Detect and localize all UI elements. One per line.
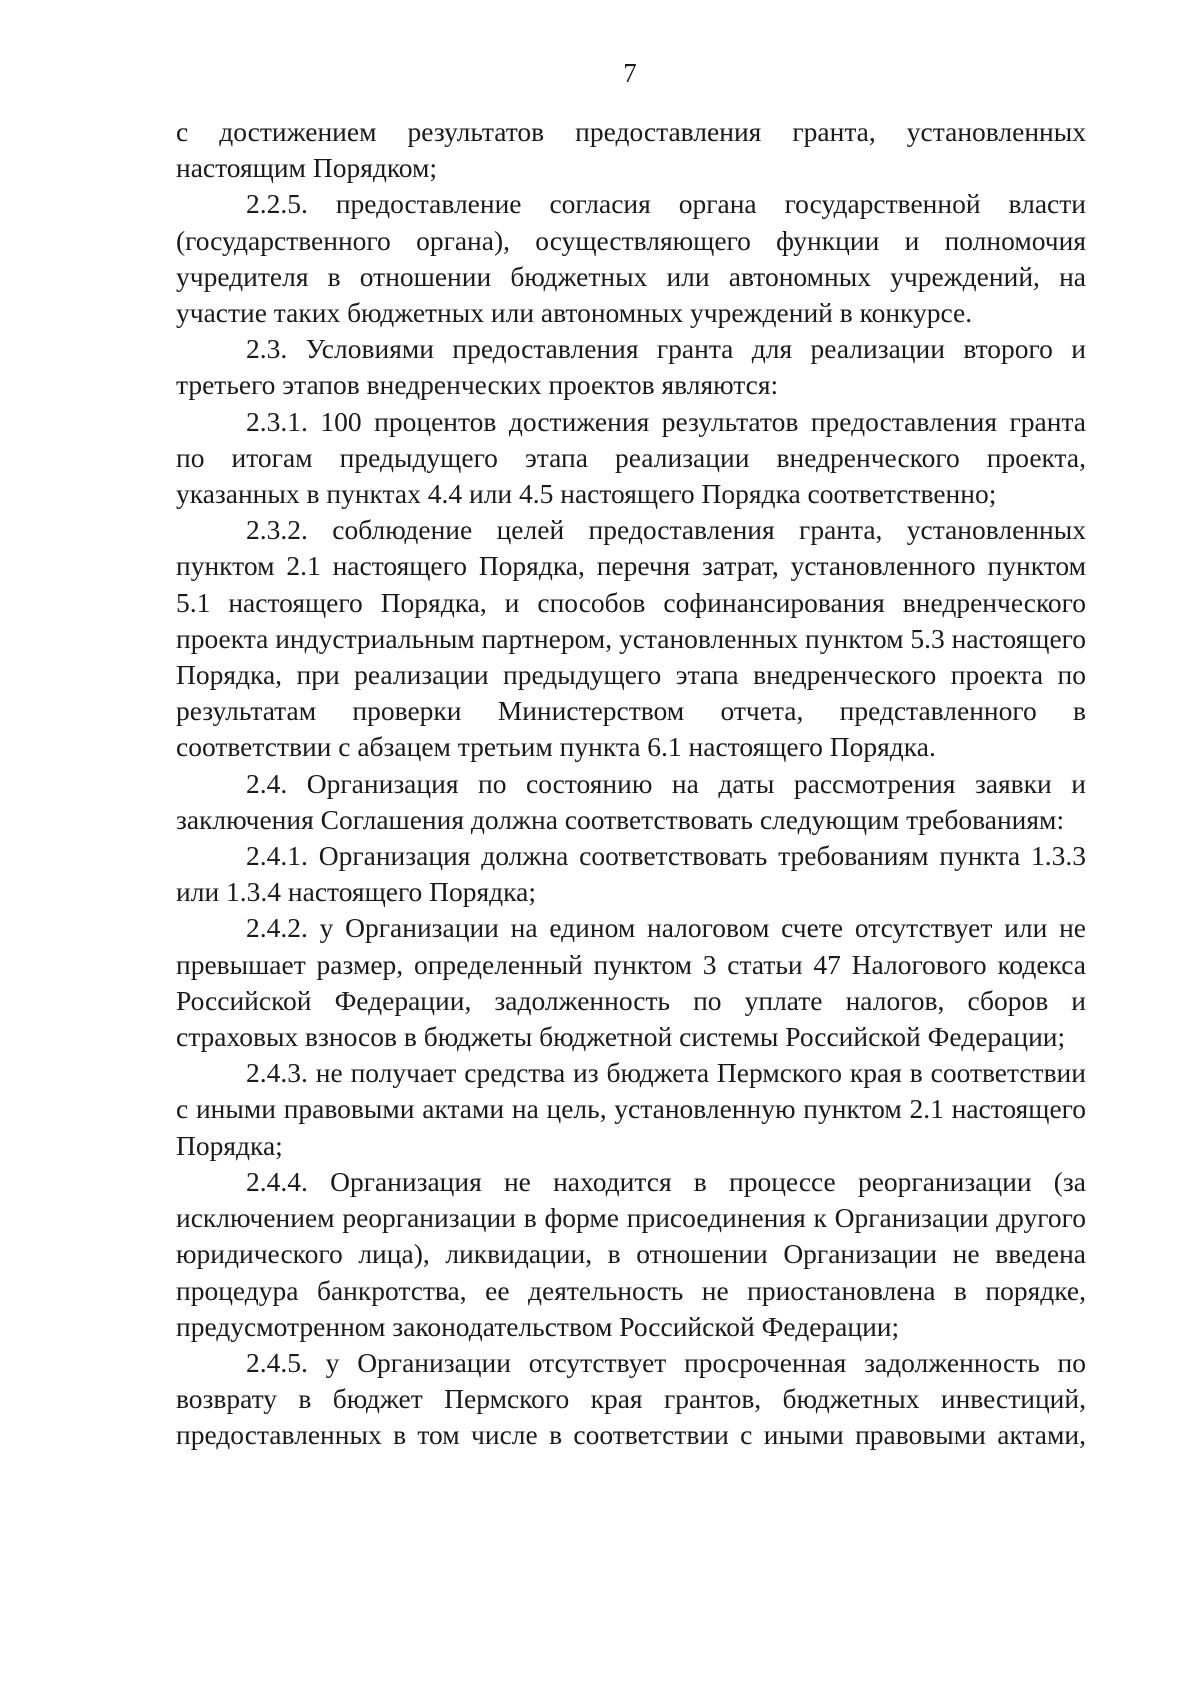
- paragraph-2-4-4: 2.4.4. Организация не находится в процессе реорганизации (за исключением реорганизации в форме присоединения к Организации другого юридического лица), ликвидации, в отношении Организации не введена процедура банкротства, ее деятельность не приостановлена в порядке, предусмотренном законодательством Российской Федерации;: [176, 1165, 1086, 1342]
- page-number: 7: [623, 58, 637, 88]
- paragraph-2-4-5: 2.4.5. у Организации отсутствует просроченная задолженность по возврату в бюджет Пермского края грантов, бюджетных инвестиций, предоставленных в том числе в соответствии с иными правовыми актами,: [176, 1346, 1086, 1451]
- paragraph-2-4-1: 2.4.1. Организация должна соответствовать требованиям пункта 1.3.3 или 1.3.4 настоящего Порядка;: [176, 840, 1086, 908]
- paragraph-continuation: с достижением результатов предоставления гранта, установленных настоящим Порядком;: [176, 116, 1086, 184]
- paragraph-2-3-1: 2.3.1. 100 процентов достижения результатов предоставления гранта по итогам предыдущего этапа реализации внедренческого проекта, указанных в пунктах 4.4 или 4.5 настоящего Порядка соответственно;: [176, 405, 1086, 510]
- paragraph-2-4-2: 2.4.2. у Организации на едином налоговом счете отсутствует или не превышает размер, определенный пунктом 3 статьи 47 Налогового кодекса Российской Федерации, задолженность по уплате налогов, сборов и страховых взносов в бюджеты бюджетной системы Российской Федерации;: [176, 912, 1086, 1053]
- document-body: [176, 114, 1086, 1454]
- paragraph-2-2-5: 2.2.5. предоставление согласия органа государственной власти (государственного органа), осуществляющего функции и полномочия учредителя в отношении бюджетных или автономных учреждений, на участие таких бюджетных или автономных учреждений в конкурсе.: [176, 188, 1086, 329]
- paragraph-2-3-2: 2.3.2. соблюдение целей предоставления гранта, установленных пунктом 2.1 настоящего Порядка, перечня затрат, установленного пунктом 5.1 настоящего Порядка, и способов софинансирования внедренческого проекта индустриальным партнером, установленных пунктом 5.3 настоящего Порядка, при реализации предыдущего этапа внедренческого проекта по результатам проверки Министерством отчета, представленного в соответствии с абзацем третьим пункта 6.1 настоящего Порядка.: [176, 514, 1086, 763]
- paragraph-2-4-3: 2.4.3. не получает средства из бюджета Пермского края в соответствии с иными правовыми актами на цель, установленную пунктом 2.1 настоящего Порядка;: [176, 1057, 1086, 1161]
- paragraph-2-4: 2.4. Организация по состоянию на даты рассмотрения заявки и заключения Соглашения должна соответствовать следующим требованиям:: [176, 767, 1086, 835]
- paragraph-2-3: 2.3. Условиями предоставления гранта для реализации второго и третьего этапов внедренческих проектов являются:: [176, 333, 1086, 401]
